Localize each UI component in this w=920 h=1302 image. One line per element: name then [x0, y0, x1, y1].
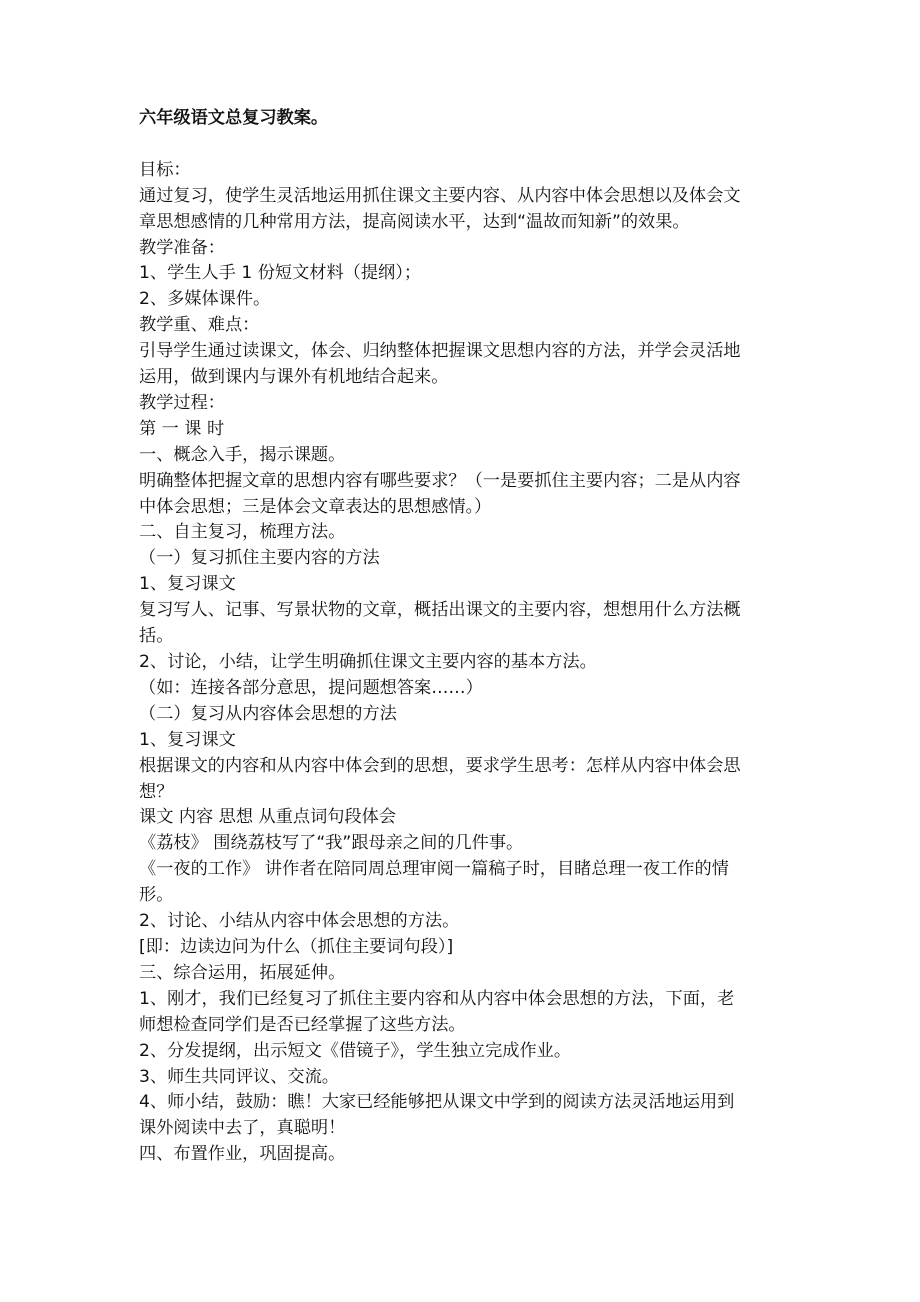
- text-line: 明确整体把握文章的思想内容有哪些要求？（一是要抓住主要内容；二是从内容: [139, 470, 741, 491]
- document-page: [139, 106, 789, 1168]
- text-line: 三、综合运用，拓展延伸。: [139, 962, 346, 983]
- text-line: [即：边读边问为什么（抓住主要词句段）]: [139, 936, 454, 957]
- text-line: 第 一 课 时: [139, 418, 225, 439]
- text-line: 教学重、难点：: [139, 315, 260, 336]
- text-line: 1、复习课文: [139, 729, 236, 750]
- text-line: 章思想感情的几种常用方法，提高阅读水平，达到“温故而知新”的效果。: [139, 211, 690, 232]
- text-line: 通过复习，使学生灵活地运用抓住课文主要内容、从内容中体会思想以及体会文: [139, 185, 741, 206]
- text-line: 教学准备：: [139, 237, 225, 258]
- text-line: 一、概念入手，揭示课题。: [139, 444, 346, 465]
- text-line: （二）复习从内容体会思想的方法: [139, 703, 397, 724]
- text-line: 课文 内容 思想 从重点词句段体会: [139, 807, 397, 828]
- text-line: 引导学生通过读课文，体会、归纳整体把握课文思想内容的方法，并学会灵活地: [139, 341, 741, 362]
- text-line: 根据课文的内容和从内容中体会到的思想，要求学生思考：怎样从内容中体会思: [139, 755, 741, 776]
- document-body: [139, 158, 789, 1168]
- text-line: 教学过程：: [139, 392, 225, 413]
- text-line: 中体会思想；三是体会文章表达的思想感情。）: [139, 496, 492, 517]
- document-title: 六年级语文总复习教案。: [139, 108, 329, 128]
- text-line: （如：连接各部分意思，提问题想答案……）: [139, 677, 483, 698]
- text-line: 《一夜的工作》 讲作者在陪同周总理审阅一篇稿子时，目睹总理一夜工作的情: [139, 859, 729, 880]
- text-line: 四、布置作业，巩固提高。: [139, 1144, 346, 1165]
- text-line: 复习写人、记事、写景状物的文章，概括出课文的主要内容，想想用什么方法概: [139, 600, 741, 621]
- text-line: 运用，做到课内与课外有机地结合起来。: [139, 367, 449, 388]
- text-line: 1、学生人手 1 份短文材料（提纲）；: [139, 263, 422, 284]
- text-line: 形。: [139, 885, 174, 906]
- text-line: 1、刚才，我们已经复习了抓住主要内容和从内容中体会思想的方法，下面，老: [139, 988, 735, 1009]
- text-line: 课外阅读中去了，真聪明！: [139, 1118, 346, 1139]
- text-line: 《荔枝》 围绕荔枝写了“我”跟母亲之间的几件事。: [139, 833, 524, 854]
- text-line: 4、师小结，鼓励：瞧！大家已经能够把从课文中学到的阅读方法灵活地运用到: [139, 1092, 735, 1113]
- text-line: 2、分发提纲，出示短文《借镜子》，学生独立完成作业。: [139, 1040, 572, 1061]
- text-line: （一）复习抓住主要内容的方法: [139, 548, 380, 569]
- text-line: 2、讨论、小结从内容中体会思想的方法。: [139, 911, 460, 932]
- text-line: 目标：: [139, 159, 191, 180]
- text-line: 括。: [139, 626, 174, 647]
- text-line: 想？: [139, 781, 174, 802]
- text-line: 2、多媒体课件。: [139, 289, 271, 310]
- text-line: 2、讨论，小结，让学生明确抓住课文主要内容的基本方法。: [139, 652, 597, 673]
- text-line: 二、自主复习，梳理方法。: [139, 522, 346, 543]
- text-line: 3、师生共同评议、交流。: [139, 1066, 339, 1087]
- text-line: 1、复习课文: [139, 574, 236, 595]
- text-line: 师想检查同学们是否已经掌握了这些方法。: [139, 1014, 466, 1035]
